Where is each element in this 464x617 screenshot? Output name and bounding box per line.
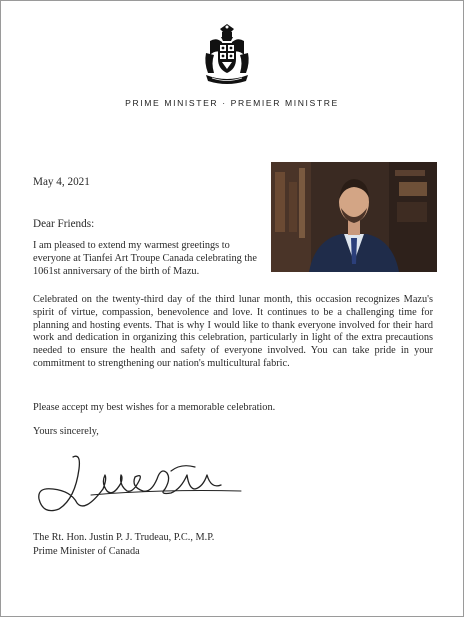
coat-of-arms-icon	[200, 23, 254, 89]
letter-date: May 4, 2021	[33, 176, 90, 188]
prime-minister-photo	[271, 162, 437, 272]
salutation: Dear Friends:	[33, 218, 95, 230]
paragraph-greeting: I am pleased to extend my warmest greetings to everyone at Tianfei Art Troupe Canada celebrating the 1061st anniversary of the birth of Mazu.	[33, 240, 257, 277]
paragraph-body: Celebrated on the twenty-third day of the third lunar month, this occasion recognizes Mazu's spirit of virtue, compassion, benevolence and love. It continues to be a challenging time for planning and hosting events. That is why I would like to thank everyone involved for their hard work and dedication in organizing this celebration, particularly in light of the extra precautions needed to ensure the health and safety of everyone involved. You can take pride in your commitment to strengthening our nation's multicultural fabric.	[33, 294, 433, 369]
signatory-title: Prime Minister of Canada	[33, 546, 140, 557]
signature	[31, 449, 271, 521]
signatory-name: The Rt. Hon. Justin P. J. Trudeau, P.C., M.P.	[33, 532, 215, 543]
signatory-block	[33, 531, 214, 559]
paragraph-wishes: Please accept my best wishes for a memorable celebration.	[33, 402, 276, 413]
letterhead-title: PRIME MINISTER · PREMIER MINISTRE	[125, 98, 339, 108]
closing: Yours sincerely,	[33, 426, 99, 437]
